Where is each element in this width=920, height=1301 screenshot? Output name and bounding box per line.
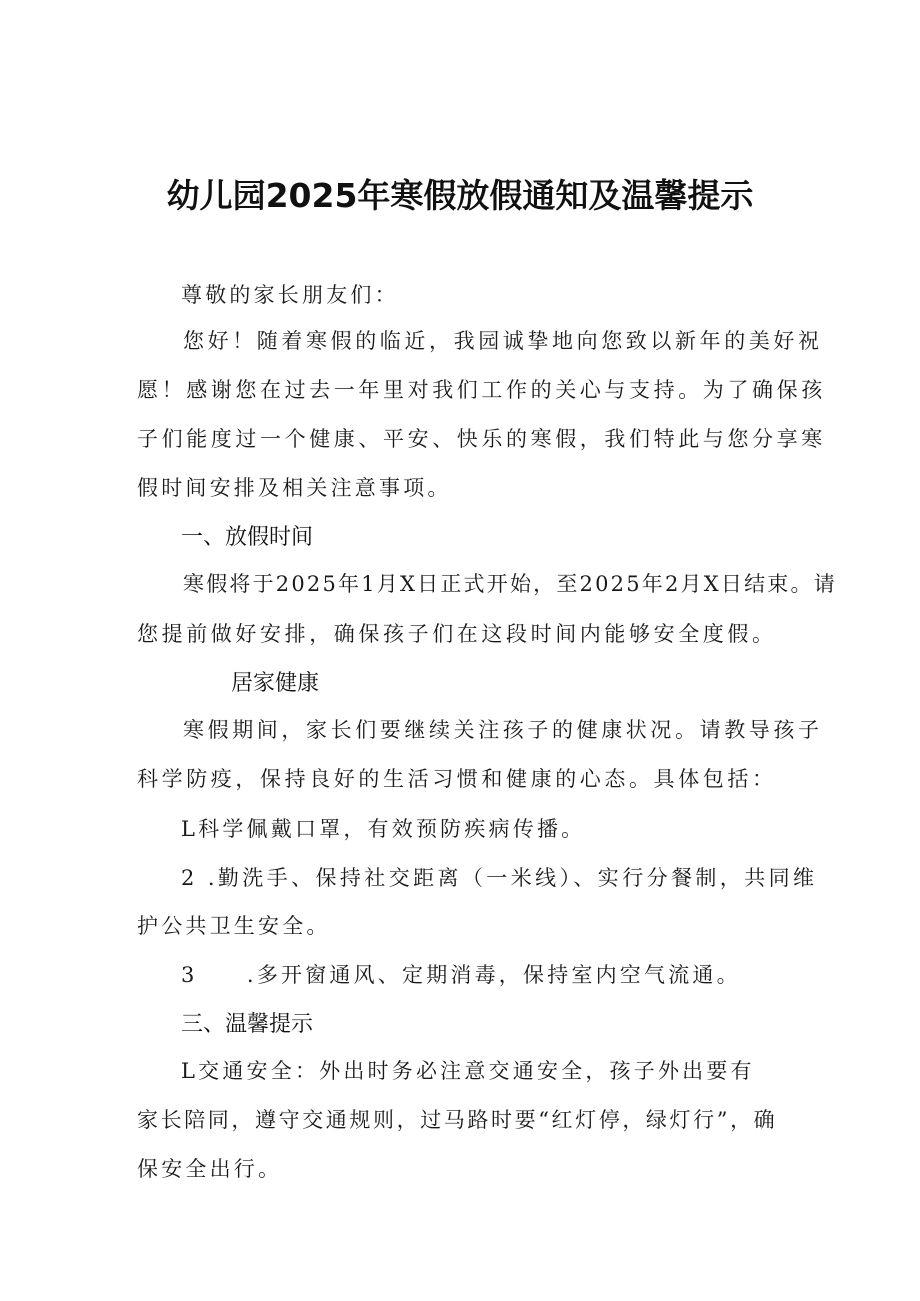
section-heading-holiday-time: 一、放假时间 (181, 525, 314, 550)
section3-line-2: 家长陪同，遵守交通规则，过马路时要“红灯停，绿灯行”，确 (137, 1108, 778, 1132)
list-item-2-cont: 护公共卫生安全。 (137, 914, 331, 938)
section1-line-2: 您提前做好安排，确保孩子们在这段时间内能够安全度假。 (137, 622, 777, 646)
greeting: 尊敬的家长朋友们： (181, 283, 399, 307)
list-item-2: 2 .勤洗手、保持社交距离（一米线）、实行分餐制，共同维 (181, 866, 818, 890)
section-heading-tips: 三、温馨提示 (181, 1012, 314, 1037)
list-item-1: L科学佩戴口罩，有效预防疾病传播。 (181, 817, 586, 841)
section-heading-home-health: 居家健康 (231, 671, 320, 696)
section1-line-1: 寒假将于2025年1月X日正式开始，至2025年2月X日结束。请 (183, 572, 837, 596)
section3-line-3: 保安全出行。 (137, 1157, 283, 1181)
section2-line-2: 科学防疫，保持良好的生活习惯和健康的心态。具体包括： (137, 767, 777, 791)
document-title: 幼儿园2025年寒假放假通知及温馨提示 (166, 176, 754, 215)
section2-line-1: 寒假期间，家长们要继续关注孩子的健康状况。请教导孩子 (183, 718, 823, 742)
intro-line-1: 您好！随着寒假的临近，我园诚挚地向您致以新年的美好祝 (183, 329, 823, 353)
list-item-3: 3 .多开窗通风、定期消毒，保持室内空气流通。 (181, 963, 741, 987)
intro-line-4: 假时间安排及相关注意事项。 (137, 476, 452, 500)
section3-line-1: L交通安全：外出时务必注意交通安全，孩子外出要有 (181, 1059, 755, 1083)
intro-line-3: 子们能度过一个健康、平安、快乐的寒假，我们特此与您分享寒 (137, 427, 826, 451)
intro-line-2: 愿！感谢您在过去一年里对我们工作的关心与支持。为了确保孩 (137, 378, 826, 402)
